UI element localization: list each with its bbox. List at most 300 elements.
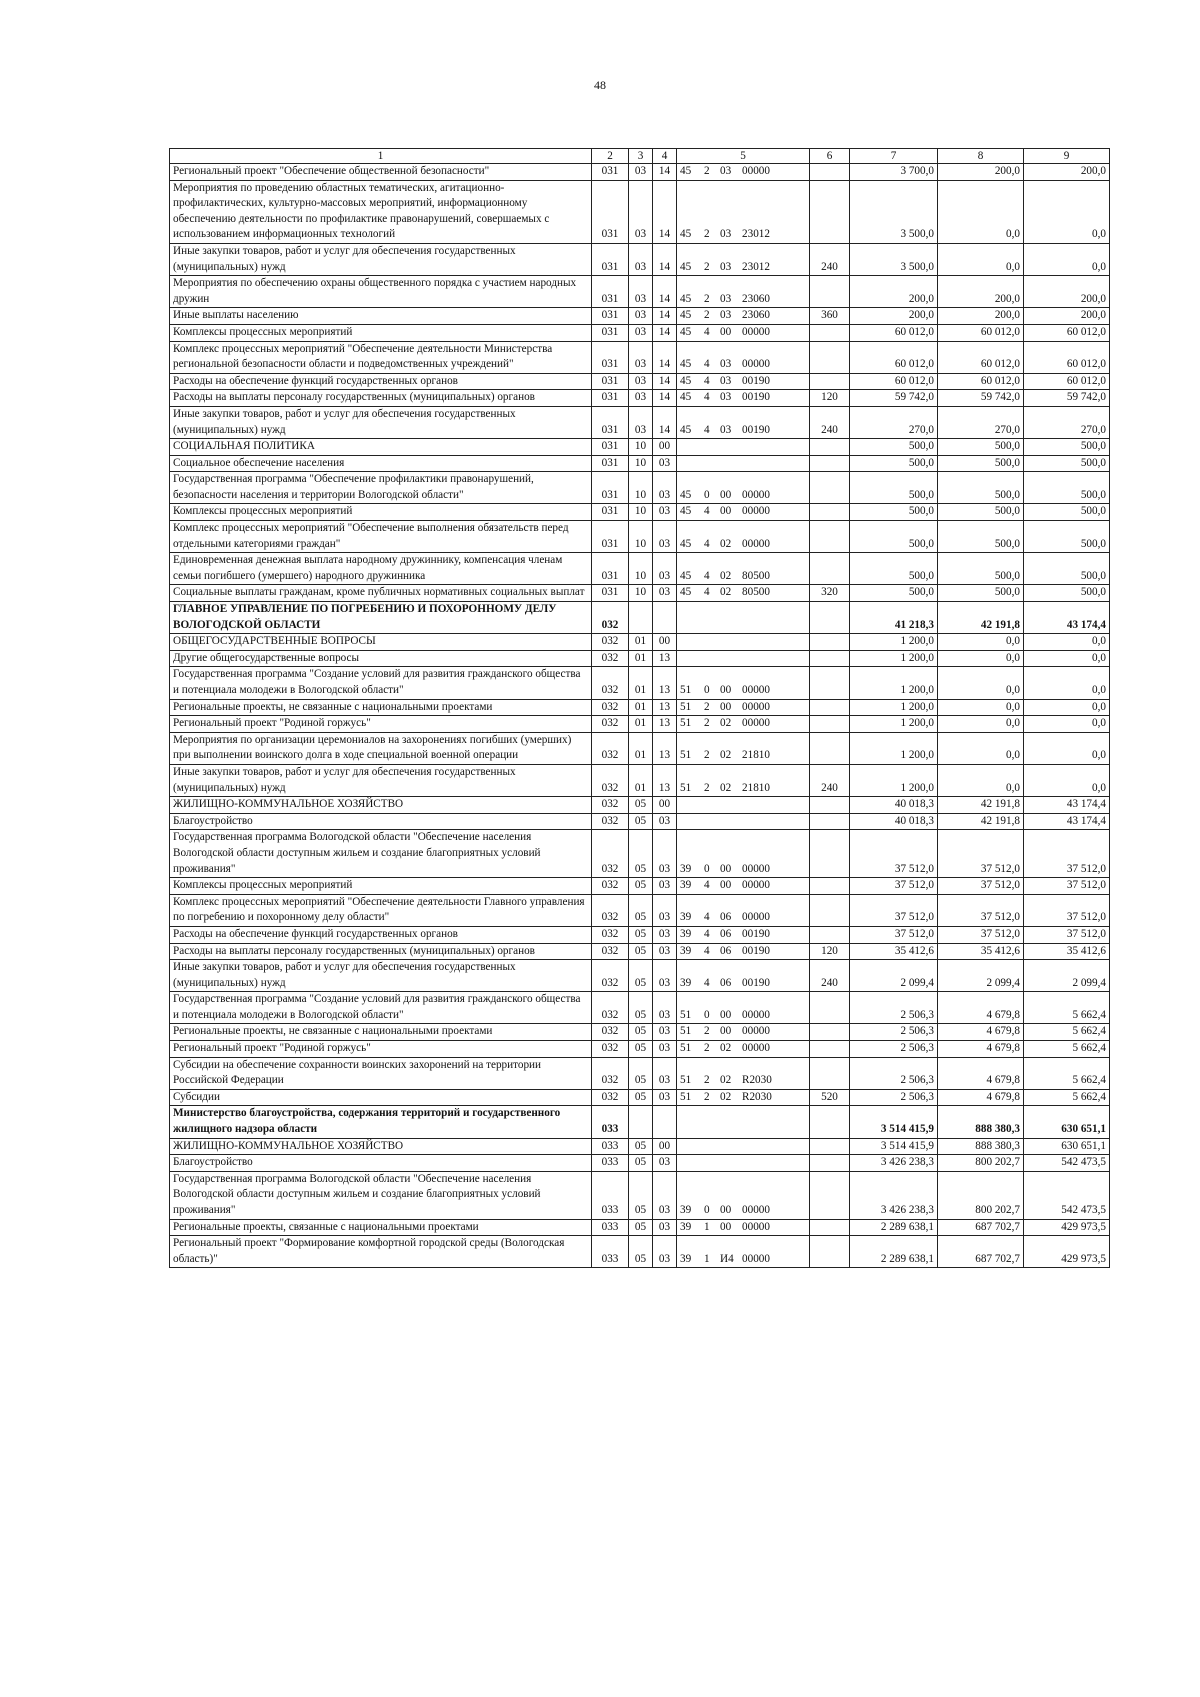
target-article-parts: [680, 325, 806, 341]
target-article-part: 03: [720, 358, 732, 371]
subsection-code: 03: [653, 521, 677, 553]
amount-year-2: 4 679,8: [938, 1057, 1024, 1089]
target-article-part: 00000: [742, 911, 770, 924]
amount-year-3: 43 174,4: [1024, 813, 1110, 830]
amount-year-1: 3 500,0: [850, 180, 938, 243]
target-article-part: 45: [680, 391, 692, 404]
expense-type-code: [810, 797, 850, 814]
subsection-code: 14: [653, 243, 677, 275]
target-article-part: 02: [720, 1090, 732, 1103]
target-article-part: 00190: [742, 423, 770, 436]
target-article-part: 00000: [742, 537, 770, 550]
target-article-part: 51: [680, 1074, 692, 1087]
column-header: 6: [810, 149, 850, 164]
target-article-code: [677, 1106, 810, 1138]
row-name: Министерство благоустройства, содержания территорий и государственного жилищного надзора области: [170, 1106, 592, 1138]
subsection-code: 03: [653, 894, 677, 926]
amount-year-1: 41 218,3: [850, 602, 938, 634]
section-code: 10: [629, 472, 653, 504]
section-code: 03: [629, 276, 653, 308]
subsection-code: 03: [653, 553, 677, 585]
subsection-code: 03: [653, 1041, 677, 1058]
table-row: [170, 764, 1110, 796]
ministry-code: 032: [592, 602, 629, 634]
table-row: [170, 341, 1110, 373]
row-name: Единовременная денежная выплата народному дружиннику, компенсация членам семьи погибшего (умершего) народного дружинника: [170, 553, 592, 585]
section-code: 10: [629, 521, 653, 553]
target-article-code: [677, 667, 810, 699]
subsection-code: [653, 1106, 677, 1138]
amount-year-3: 0,0: [1024, 732, 1110, 764]
target-article-part: 39: [680, 1252, 692, 1265]
ministry-code: 032: [592, 878, 629, 895]
target-article-parts: [680, 357, 806, 373]
amount-year-1: 1 200,0: [850, 716, 938, 733]
amount-year-2: 42 191,8: [938, 602, 1024, 634]
subsection-code: 13: [653, 732, 677, 764]
amount-year-3: 500,0: [1024, 521, 1110, 553]
amount-year-3: 59 742,0: [1024, 390, 1110, 407]
subsection-code: 00: [653, 634, 677, 651]
table-row: [170, 406, 1110, 438]
expense-type-code: [810, 1171, 850, 1219]
section-code: 03: [629, 390, 653, 407]
target-article-part: 2: [704, 781, 710, 794]
section-code: 05: [629, 926, 653, 943]
row-name: Государственная программа "Создание условий для развития гражданского общества и потенциала молодежи в Вологодской области": [170, 667, 592, 699]
target-article-part: 51: [680, 700, 692, 713]
target-article-code: [677, 553, 810, 585]
table-row: [170, 472, 1110, 504]
expense-type-code: [810, 699, 850, 716]
ministry-code: 031: [592, 455, 629, 472]
table-row: [170, 180, 1110, 243]
target-article-part: 23012: [742, 228, 770, 241]
expense-type-code: [810, 455, 850, 472]
target-article-part: 4: [704, 586, 710, 599]
target-article-part: 00000: [742, 1204, 770, 1216]
target-article-part: 00: [720, 862, 732, 875]
amount-year-3: 43 174,4: [1024, 797, 1110, 814]
row-name: Социальные выплаты гражданам, кроме публичных нормативных социальных выплат: [170, 585, 592, 602]
row-name: Государственная программа "Создание условий для развития гражданского общества и потенциала молодежи в Вологодской области": [170, 992, 592, 1024]
subsection-code: 03: [653, 1057, 677, 1089]
amount-year-1: 59 742,0: [850, 390, 938, 407]
target-article-part: 4: [704, 537, 710, 550]
expense-type-code: [810, 1024, 850, 1041]
subsection-code: 00: [653, 797, 677, 814]
target-article-code: [677, 180, 810, 243]
target-article-part: 03: [720, 228, 732, 241]
subsection-code: 03: [653, 943, 677, 960]
section-code: 03: [629, 406, 653, 438]
amount-year-1: 40 018,3: [850, 797, 938, 814]
target-article-part: 00000: [742, 1042, 770, 1055]
target-article-parts: [680, 1073, 806, 1089]
expense-type-code: [810, 324, 850, 341]
target-article-part: 03: [720, 292, 732, 305]
amount-year-3: 5 662,4: [1024, 1024, 1110, 1041]
amount-year-2: 800 202,7: [938, 1155, 1024, 1172]
expense-type-code: [810, 1057, 850, 1089]
expense-type-code: 240: [810, 406, 850, 438]
target-article-part: 00: [720, 505, 732, 518]
target-article-parts: [680, 537, 806, 553]
section-code: 10: [629, 553, 653, 585]
target-article-part: 45: [680, 358, 692, 371]
row-name: ОБЩЕГОСУДАРСТВЕННЫЕ ВОПРОСЫ: [170, 634, 592, 651]
amount-year-1: 2 289 638,1: [850, 1236, 938, 1268]
amount-year-1: 2 289 638,1: [850, 1219, 938, 1236]
subsection-code: 03: [653, 878, 677, 895]
amount-year-2: 37 512,0: [938, 830, 1024, 878]
table-row: [170, 504, 1110, 521]
section-code: 10: [629, 455, 653, 472]
target-article-part: 2: [704, 165, 710, 177]
table-row: [170, 716, 1110, 733]
row-name: Региональные проекты, связанные с национальными проектами: [170, 1219, 592, 1236]
amount-year-2: 60 012,0: [938, 341, 1024, 373]
target-article-part: 80500: [742, 586, 770, 599]
amount-year-2: 0,0: [938, 667, 1024, 699]
target-article-part: 2: [704, 228, 710, 241]
amount-year-3: 0,0: [1024, 650, 1110, 667]
budget-table: [169, 148, 1110, 1268]
target-article-part: 51: [680, 1008, 692, 1021]
section-code: 03: [629, 373, 653, 390]
amount-year-3: 429 973,5: [1024, 1236, 1110, 1268]
section-code: 03: [629, 180, 653, 243]
target-article-code: [677, 602, 810, 634]
amount-year-1: 1 200,0: [850, 667, 938, 699]
amount-year-2: 0,0: [938, 180, 1024, 243]
target-article-part: 2: [704, 1090, 710, 1103]
subsection-code: 14: [653, 276, 677, 308]
target-article-code: [677, 1155, 810, 1172]
ministry-code: 032: [592, 960, 629, 992]
row-name: Иные закупки товаров, работ и услуг для обеспечения государственных (муниципальных) нужд: [170, 406, 592, 438]
amount-year-2: 0,0: [938, 650, 1024, 667]
ministry-code: 033: [592, 1155, 629, 1172]
amount-year-2: 4 679,8: [938, 1024, 1024, 1041]
subsection-code: 03: [653, 1236, 677, 1268]
table-row: [170, 992, 1110, 1024]
row-name: Государственная программа Вологодской области "Обеспечение населения Вологодской области доступным жильем и создание благоприятных условий проживания": [170, 1171, 592, 1219]
target-article-part: 0: [704, 862, 710, 875]
section-code: 05: [629, 1024, 653, 1041]
ministry-code: 032: [592, 650, 629, 667]
target-article-part: 4: [704, 879, 710, 892]
target-article-part: 45: [680, 228, 692, 241]
row-name: Расходы на обеспечение функций государственных органов: [170, 373, 592, 390]
target-article-part: 51: [680, 781, 692, 794]
expense-type-code: 520: [810, 1089, 850, 1106]
ministry-code: 031: [592, 472, 629, 504]
amount-year-3: 43 174,4: [1024, 602, 1110, 634]
target-article-part: 39: [680, 1220, 692, 1233]
ministry-code: 032: [592, 943, 629, 960]
target-article-code: [677, 324, 810, 341]
target-article-code: [677, 878, 810, 895]
row-name: Благоустройство: [170, 1155, 592, 1172]
section-code: 01: [629, 650, 653, 667]
section-code: 01: [629, 764, 653, 796]
subsection-code: 03: [653, 926, 677, 943]
target-article-parts: [680, 716, 806, 732]
section-code: 05: [629, 1089, 653, 1106]
row-name: Расходы на выплаты персоналу государственных (муниципальных) органов: [170, 390, 592, 407]
amount-year-3: 0,0: [1024, 243, 1110, 275]
amount-year-3: 0,0: [1024, 180, 1110, 243]
amount-year-1: 500,0: [850, 439, 938, 456]
target-article-part: 00: [720, 325, 732, 338]
amount-year-3: 60 012,0: [1024, 373, 1110, 390]
target-article-code: [677, 472, 810, 504]
target-article-part: 45: [680, 537, 692, 550]
target-article-part: 51: [680, 1042, 692, 1055]
expense-type-code: 240: [810, 764, 850, 796]
amount-year-3: 37 512,0: [1024, 830, 1110, 878]
amount-year-1: 1 200,0: [850, 634, 938, 651]
table-row: [170, 1106, 1110, 1138]
target-article-part: 39: [680, 879, 692, 892]
expense-type-code: [810, 878, 850, 895]
target-article-parts: [680, 423, 806, 439]
target-article-part: 00000: [742, 879, 770, 892]
target-article-part: 02: [720, 1042, 732, 1055]
subsection-code: 00: [653, 1138, 677, 1155]
subsection-code: 03: [653, 585, 677, 602]
target-article-parts: [680, 374, 806, 390]
section-code: [629, 1106, 653, 1138]
expense-type-code: [810, 1219, 850, 1236]
column-header: 3: [629, 149, 653, 164]
expense-type-code: [810, 650, 850, 667]
target-article-part: 0: [704, 488, 710, 501]
expense-type-code: [810, 732, 850, 764]
row-name: Социальное обеспечение населения: [170, 455, 592, 472]
amount-year-2: 687 702,7: [938, 1236, 1024, 1268]
subsection-code: 13: [653, 699, 677, 716]
target-article-part: 39: [680, 927, 692, 940]
target-article-part: 03: [720, 260, 732, 273]
target-article-code: [677, 373, 810, 390]
target-article-part: 00000: [742, 684, 770, 696]
target-article-part: 00: [720, 684, 732, 696]
expense-type-code: 360: [810, 308, 850, 325]
target-article-part: 03: [720, 391, 732, 404]
amount-year-1: 2 099,4: [850, 960, 938, 992]
amount-year-3: 630 651,1: [1024, 1106, 1110, 1138]
target-article-parts: [680, 700, 806, 716]
target-article-parts: [680, 878, 806, 894]
target-article-part: 02: [720, 1074, 732, 1087]
target-article-code: [677, 585, 810, 602]
amount-year-2: 0,0: [938, 699, 1024, 716]
target-article-code: [677, 926, 810, 943]
amount-year-3: 0,0: [1024, 716, 1110, 733]
expense-type-code: [810, 1138, 850, 1155]
amount-year-1: 2 506,3: [850, 1089, 938, 1106]
row-name: ЖИЛИЩНО-КОММУНАЛЬНОЕ ХОЗЯЙСТВО: [170, 797, 592, 814]
target-article-part: 23060: [742, 309, 770, 322]
table-row: [170, 164, 1110, 181]
amount-year-2: 687 702,7: [938, 1219, 1024, 1236]
table-row: [170, 1138, 1110, 1155]
amount-year-1: 500,0: [850, 504, 938, 521]
target-article-parts: [680, 1008, 806, 1024]
amount-year-2: 500,0: [938, 504, 1024, 521]
amount-year-2: 500,0: [938, 472, 1024, 504]
table-row: [170, 830, 1110, 878]
expense-type-code: [810, 504, 850, 521]
target-article-part: 45: [680, 423, 692, 436]
table-row: [170, 699, 1110, 716]
table-row: [170, 324, 1110, 341]
row-name: Государственная программа Вологодской области "Обеспечение населения Вологодской области доступным жильем и создание благоприятных условий проживания": [170, 830, 592, 878]
target-article-part: 03: [720, 374, 732, 387]
expense-type-code: [810, 373, 850, 390]
row-name: Субсидии: [170, 1089, 592, 1106]
subsection-code: 03: [653, 1171, 677, 1219]
target-article-code: [677, 650, 810, 667]
target-article-parts: [680, 308, 806, 324]
target-article-part: 00000: [742, 862, 770, 875]
table-body: [170, 164, 1110, 1268]
row-name: Иные закупки товаров, работ и услуг для обеспечения государственных (муниципальных) нужд: [170, 243, 592, 275]
amount-year-2: 0,0: [938, 243, 1024, 275]
table-row: [170, 1155, 1110, 1172]
target-article-part: 4: [704, 927, 710, 940]
section-code: 03: [629, 243, 653, 275]
table-row: [170, 894, 1110, 926]
subsection-code: 14: [653, 308, 677, 325]
target-article-code: [677, 1138, 810, 1155]
row-name: Иные выплаты населению: [170, 308, 592, 325]
target-article-part: 4: [704, 423, 710, 436]
amount-year-2: 35 412,6: [938, 943, 1024, 960]
row-name: Благоустройство: [170, 813, 592, 830]
target-article-parts: [680, 976, 806, 992]
target-article-part: 00000: [742, 1025, 770, 1038]
target-article-part: 45: [680, 586, 692, 599]
subsection-code: 03: [653, 813, 677, 830]
target-article-part: 00: [720, 488, 732, 501]
section-code: 03: [629, 308, 653, 325]
row-name: Комплекс процессных мероприятий "Обеспечение деятельности Главного управления по погребению и похоронному делу области": [170, 894, 592, 926]
section-code: 10: [629, 439, 653, 456]
amount-year-3: 270,0: [1024, 406, 1110, 438]
subsection-code: 13: [653, 716, 677, 733]
amount-year-2: 270,0: [938, 406, 1024, 438]
ministry-code: 032: [592, 764, 629, 796]
expense-type-code: 240: [810, 243, 850, 275]
target-article-code: [677, 308, 810, 325]
target-article-code: [677, 830, 810, 878]
amount-year-1: 500,0: [850, 585, 938, 602]
amount-year-1: 37 512,0: [850, 926, 938, 943]
target-article-part: 4: [704, 391, 710, 404]
row-name: Государственная программа "Обеспечение профилактики правонарушений, безопасности населения и территории Вологодской области": [170, 472, 592, 504]
expense-type-code: [810, 926, 850, 943]
amount-year-3: 5 662,4: [1024, 1089, 1110, 1106]
amount-year-1: 500,0: [850, 455, 938, 472]
row-name: Региональный проект "Родиной горжусь": [170, 1041, 592, 1058]
ministry-code: 032: [592, 813, 629, 830]
amount-year-3: 0,0: [1024, 764, 1110, 796]
target-article-code: [677, 243, 810, 275]
target-article-code: [677, 164, 810, 181]
expense-type-code: [810, 1236, 850, 1268]
expense-type-code: 120: [810, 390, 850, 407]
ministry-code: 032: [592, 667, 629, 699]
section-code: 05: [629, 1057, 653, 1089]
amount-year-3: 35 412,6: [1024, 943, 1110, 960]
table-row: [170, 276, 1110, 308]
expense-type-code: [810, 894, 850, 926]
amount-year-1: 1 200,0: [850, 732, 938, 764]
amount-year-1: 500,0: [850, 472, 938, 504]
ministry-code: 032: [592, 797, 629, 814]
amount-year-2: 42 191,8: [938, 813, 1024, 830]
row-name: Иные закупки товаров, работ и услуг для обеспечения государственных (муниципальных) нужд: [170, 960, 592, 992]
row-name: Мероприятия по обеспечению охраны общественного порядка с участием народных дружин: [170, 276, 592, 308]
ministry-code: 032: [592, 1057, 629, 1089]
target-article-code: [677, 390, 810, 407]
amount-year-2: 800 202,7: [938, 1171, 1024, 1219]
column-header: 7: [850, 149, 938, 164]
table-row: [170, 1024, 1110, 1041]
target-article-part: 00190: [742, 976, 770, 989]
target-article-part: 39: [680, 976, 692, 989]
target-article-part: 2: [704, 717, 710, 730]
table-row: [170, 960, 1110, 992]
target-article-code: [677, 813, 810, 830]
target-article-part: 03: [720, 165, 732, 177]
expense-type-code: [810, 521, 850, 553]
ministry-code: 031: [592, 324, 629, 341]
target-article-part: 2: [704, 1042, 710, 1055]
amount-year-1: 37 512,0: [850, 830, 938, 878]
target-article-part: 2: [704, 309, 710, 322]
amount-year-1: 1 200,0: [850, 699, 938, 716]
target-article-parts: [680, 1041, 806, 1057]
target-article-part: 06: [720, 976, 732, 989]
target-article-part: 45: [680, 505, 692, 518]
row-name: Комплексы процессных мероприятий: [170, 878, 592, 895]
amount-year-3: 0,0: [1024, 699, 1110, 716]
column-header: 8: [938, 149, 1024, 164]
target-article-code: [677, 406, 810, 438]
amount-year-1: 37 512,0: [850, 878, 938, 895]
amount-year-3: 500,0: [1024, 455, 1110, 472]
target-article-part: 39: [680, 911, 692, 924]
section-code: 10: [629, 585, 653, 602]
target-article-part: 45: [680, 165, 692, 177]
amount-year-3: 500,0: [1024, 585, 1110, 602]
target-article-part: 02: [720, 537, 732, 550]
amount-year-3: 60 012,0: [1024, 324, 1110, 341]
target-article-part: 00190: [742, 944, 770, 957]
expense-type-code: [810, 1155, 850, 1172]
target-article-parts: [680, 1203, 806, 1219]
ministry-code: 033: [592, 1138, 629, 1155]
row-name: Комплекс процессных мероприятий "Обеспечение деятельности Министерства региональной безопасности области и подведомственных учреждений": [170, 341, 592, 373]
section-code: 05: [629, 878, 653, 895]
table-row: [170, 308, 1110, 325]
row-name: ГЛАВНОЕ УПРАВЛЕНИЕ ПО ПОГРЕБЕНИЮ И ПОХОРОННОМУ ДЕЛУ ВОЛОГОДСКОЙ ОБЛАСТИ: [170, 602, 592, 634]
amount-year-2: 500,0: [938, 585, 1024, 602]
